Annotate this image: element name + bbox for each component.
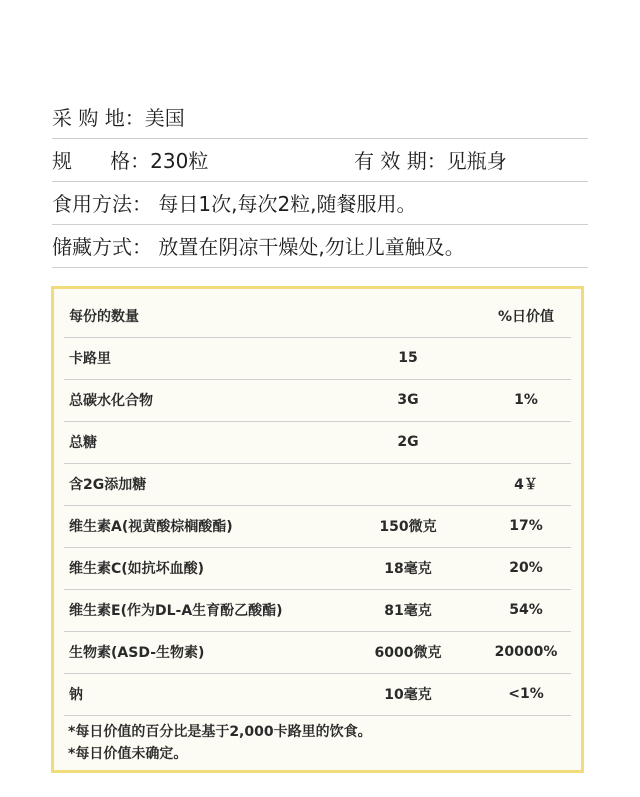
table-row (64, 589, 571, 632)
row-dv: 17% (509, 518, 543, 534)
row-item: 维生素C(如抗坏血酸) (69, 561, 205, 577)
row-item: 维生素E(作为DL-A生育酚乙酸酯) (69, 603, 283, 619)
table-row (64, 421, 571, 464)
table-row (64, 505, 571, 548)
nutrition-facts-panel (51, 286, 584, 773)
row-amount: 18毫克 (384, 561, 432, 577)
expiry-text: 有 效 期：见瓶身 (354, 149, 507, 173)
row-amount: 10毫克 (384, 687, 432, 703)
table-row (64, 631, 571, 674)
spec-text: 规 格：230粒 (52, 149, 209, 173)
row-item: 含2G添加糖 (69, 477, 147, 493)
header-daily-value: %日价值 (497, 309, 555, 325)
product-info (52, 96, 588, 268)
usage-text: 食用方法： 每日1次,每次2粒,随餐服用。 (52, 192, 417, 216)
row-item: 维生素A(视黄酸棕榈酸酯) (69, 519, 233, 535)
footnote-not-established: *每日价值未确定。 (68, 746, 188, 762)
row-amount: 3G (397, 392, 419, 408)
usage-row (52, 182, 588, 225)
row-dv: 20000% (494, 644, 558, 660)
row-item: 钠 (69, 687, 83, 703)
row-dv: 4￥ (514, 477, 538, 493)
footnote-daily-value-basis: *每日价值的百分比是基于2,000卡路里的饮食。 (68, 724, 372, 740)
row-item: 总碳水化合物 (69, 393, 153, 409)
row-dv: 20% (509, 560, 543, 576)
row-amount: 81毫克 (384, 603, 432, 619)
table-header-row (64, 295, 571, 338)
row-amount: 150微克 (379, 519, 437, 535)
spec-row (52, 139, 588, 182)
origin-row (52, 96, 588, 139)
origin-text: 采 购 地：美国 (52, 106, 185, 130)
header-serving: 每份的数量 (69, 309, 139, 325)
table-row (64, 337, 571, 380)
table-row (64, 463, 571, 506)
table-row (64, 673, 571, 716)
row-dv: <1% (508, 686, 544, 702)
storage-text: 储藏方式： 放置在阴凉干燥处,勿让儿童触及。 (52, 235, 465, 259)
row-amount: 6000微克 (374, 645, 442, 661)
table-row (64, 379, 571, 422)
storage-row (52, 225, 588, 268)
row-dv: 54% (509, 602, 543, 618)
row-item: 总糖 (69, 435, 97, 451)
row-dv: 1% (514, 392, 538, 408)
row-amount: 15 (398, 350, 418, 366)
footnotes (68, 721, 372, 765)
table-row (64, 547, 571, 590)
row-amount: 2G (397, 434, 419, 450)
row-item: 生物素(ASD-生物素) (69, 645, 205, 661)
row-item: 卡路里 (69, 351, 111, 367)
